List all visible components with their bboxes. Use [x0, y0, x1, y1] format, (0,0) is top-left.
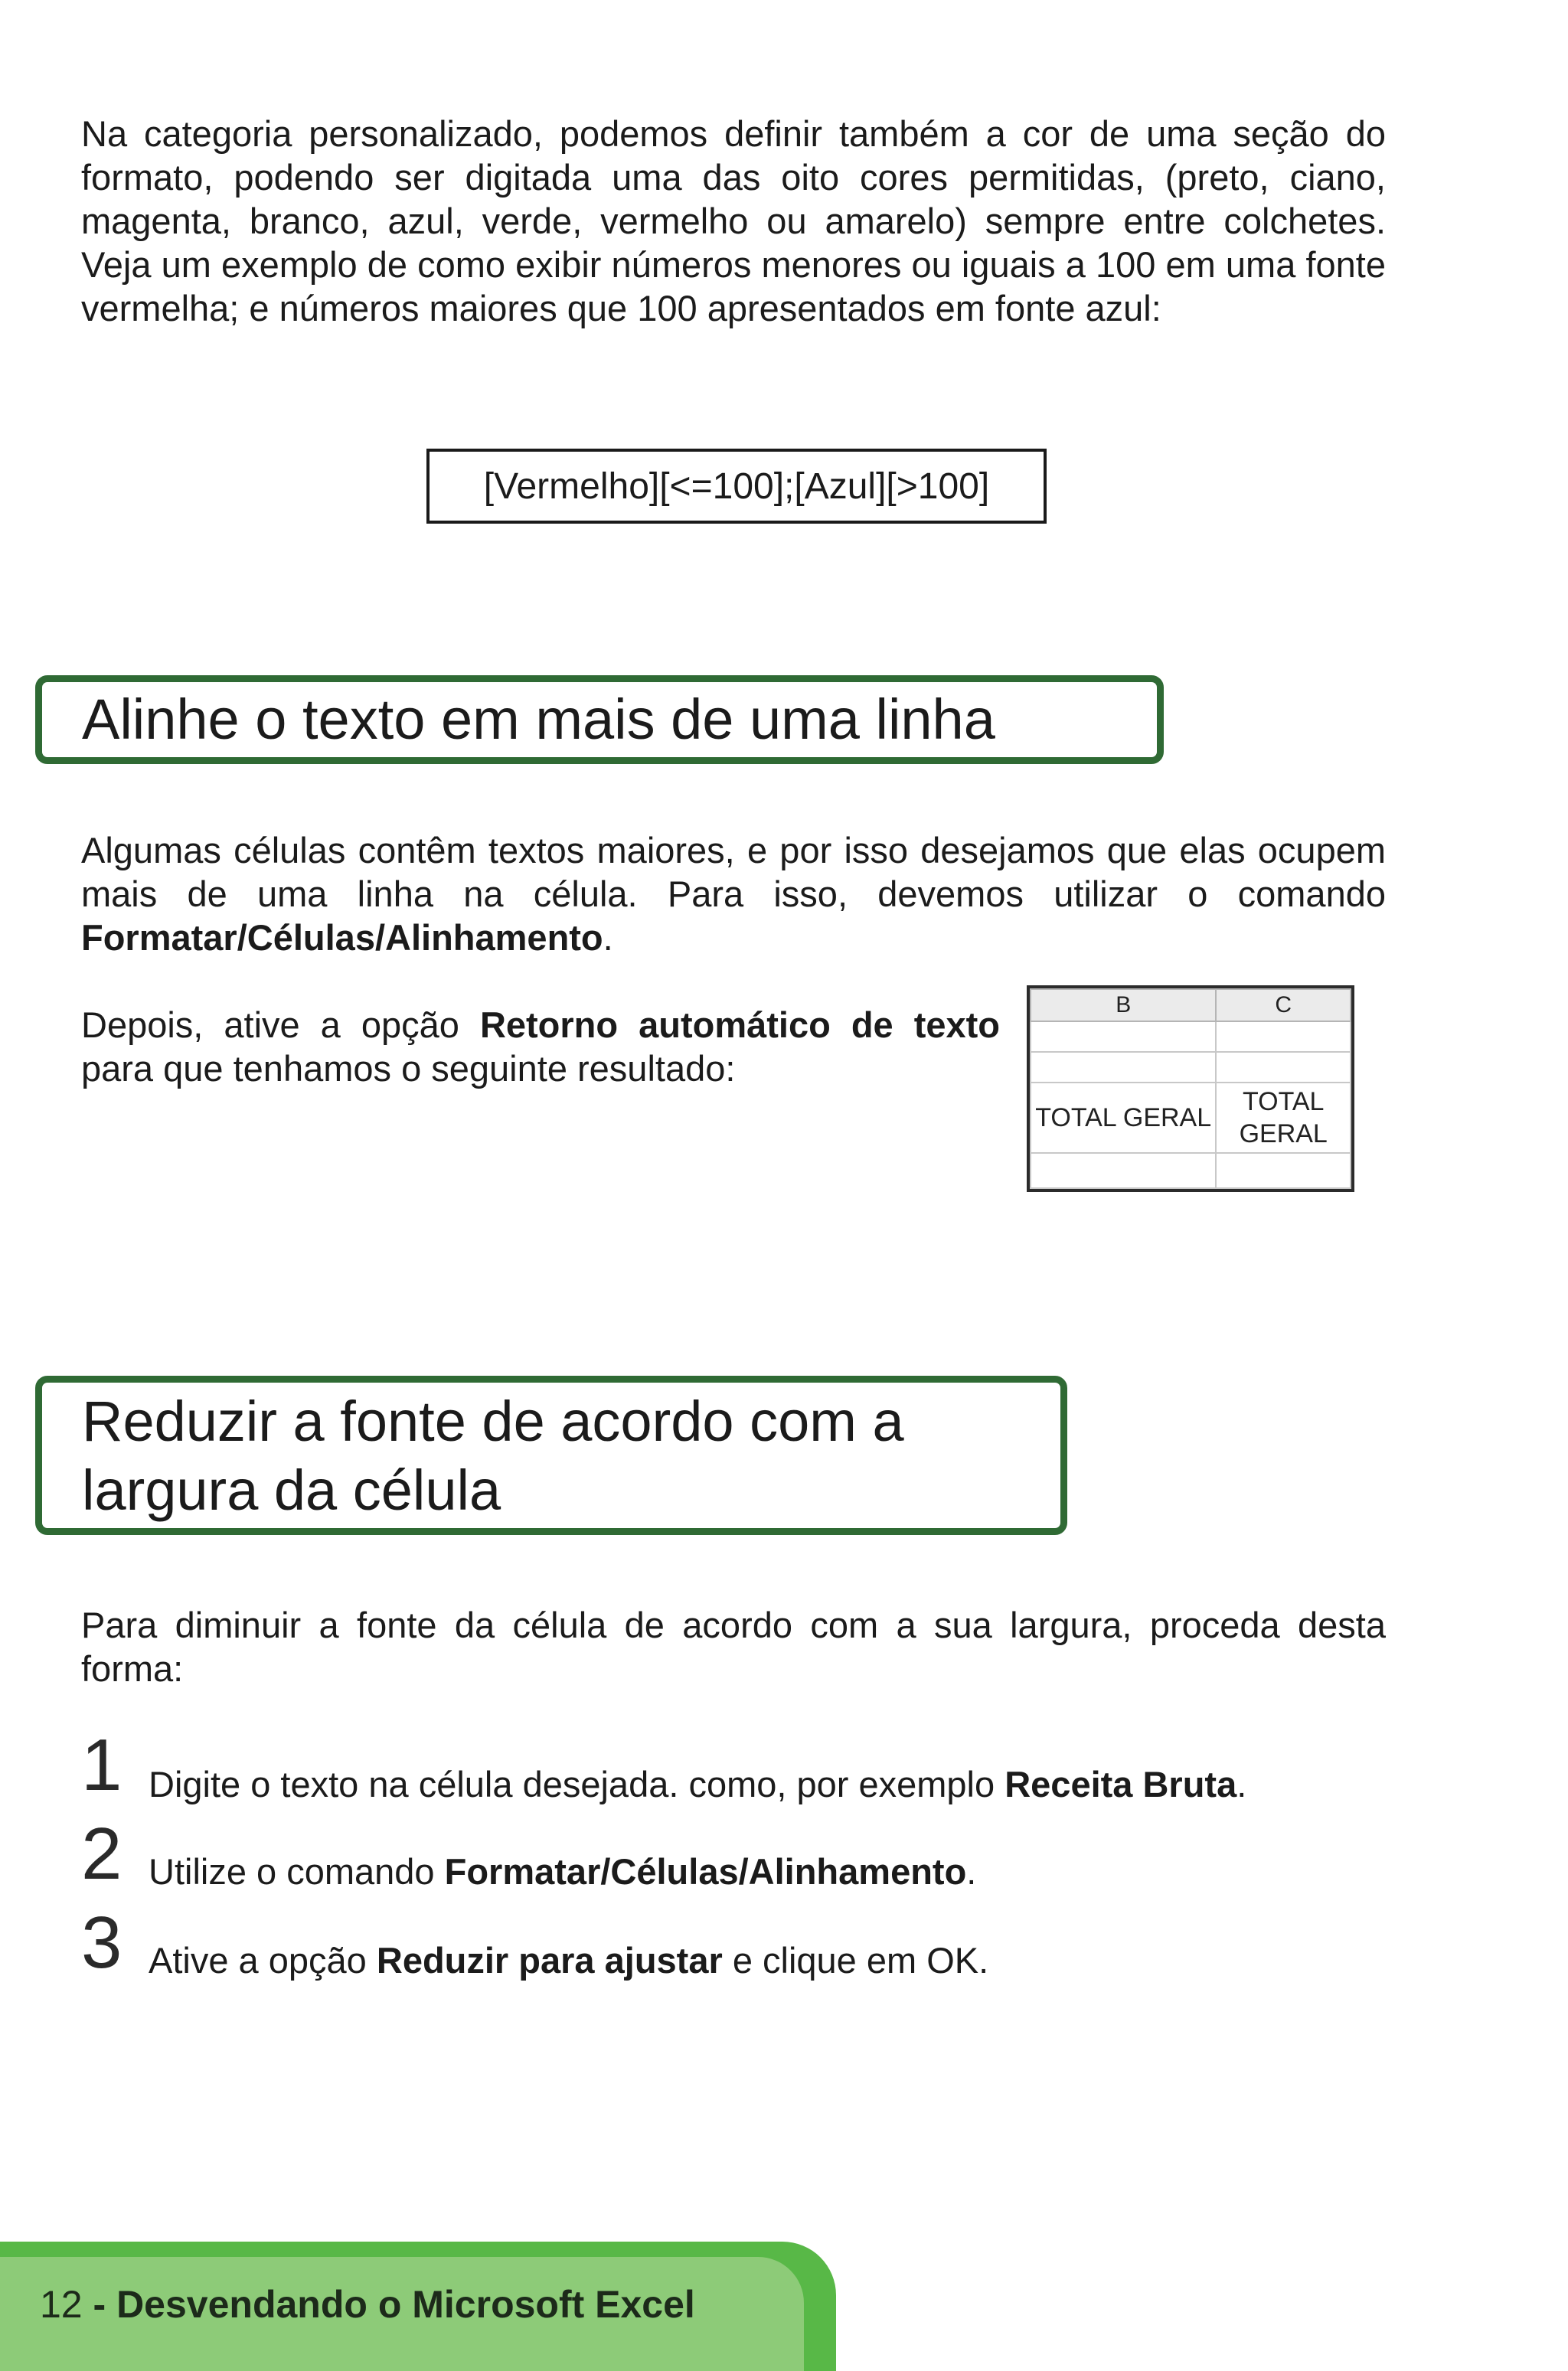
section-title-line2: largura da célula: [82, 1458, 501, 1522]
section-heading-multiline: [35, 675, 1164, 764]
table-cell: [1216, 1052, 1351, 1083]
intro-paragraph: Na categoria personalizado, podemos definir também a cor de uma seção do formato, podendo ser digitada uma das oito cores permitidas, (preto, ciano, magenta, branco, azul, verde, vermelho ou amarelo) sempre entre colchetes. Veja um exemplo de como exibir números menores ou iguais a 100 em uma fonte vermelha; e números maiores que 100 apresentados em fonte azul:: [81, 113, 1386, 328]
step-number: 3: [81, 1902, 122, 1984]
formula-text: [Vermelho][<=100];[Azul][>100]: [483, 465, 990, 507]
command-name: Formatar/Células/Alinhamento: [81, 917, 603, 958]
book-title: - Desvendando o Microsoft Excel: [93, 2283, 695, 2326]
cell-total-geral-wrapped: TOTAL GERAL: [1216, 1083, 1351, 1153]
spreadsheet-example: [1027, 985, 1354, 1192]
table-cell: [1031, 1021, 1216, 1052]
step-text: Ative a opção Reduzir para ajustar e clique em OK.: [149, 1940, 989, 1981]
column-header-b: B: [1031, 989, 1216, 1021]
page-number: 12: [40, 2283, 83, 2326]
multiline-paragraph: Algumas células contêm textos maiores, e por isso desejamos que elas ocupem mais de uma linha na célula. Para isso, devemos utilizar o comando Formatar/Células/Alinhamento.: [81, 830, 1386, 958]
table-cell: [1031, 1153, 1216, 1188]
table-cell: [1031, 1052, 1216, 1083]
cell-total-geral-single: TOTAL GERAL: [1031, 1083, 1216, 1153]
section-title: Alinhe o texto em mais de uma linha: [82, 687, 995, 751]
page-footer: [40, 2281, 695, 2327]
section-heading-shrink: [35, 1376, 1067, 1535]
table-cell: [1216, 1021, 1351, 1052]
step-number: 2: [81, 1813, 122, 1895]
step-text: Utilize o comando Formatar/Células/Alinhamento.: [149, 1851, 977, 1892]
option-name: Retorno automático de texto: [479, 1004, 1000, 1045]
shrink-intro-paragraph: Para diminuir a fonte da célula de acordo com a sua largura, proceda desta forma:: [81, 1605, 1386, 1689]
wrap-text-paragraph: Depois, ative a opção Retorno automático de texto para que tenhamos o seguinte resultado:: [81, 1004, 1000, 1089]
formula-example-box: [426, 449, 1047, 524]
step-number: 1: [81, 1724, 122, 1806]
section-title-line1: Reduzir a fonte de acordo com a: [82, 1390, 904, 1453]
step-text: Digite o texto na célula desejada. como, por exemplo Receita Bruta.: [149, 1764, 1247, 1804]
table-cell: [1216, 1153, 1351, 1188]
column-header-c: C: [1216, 989, 1351, 1021]
